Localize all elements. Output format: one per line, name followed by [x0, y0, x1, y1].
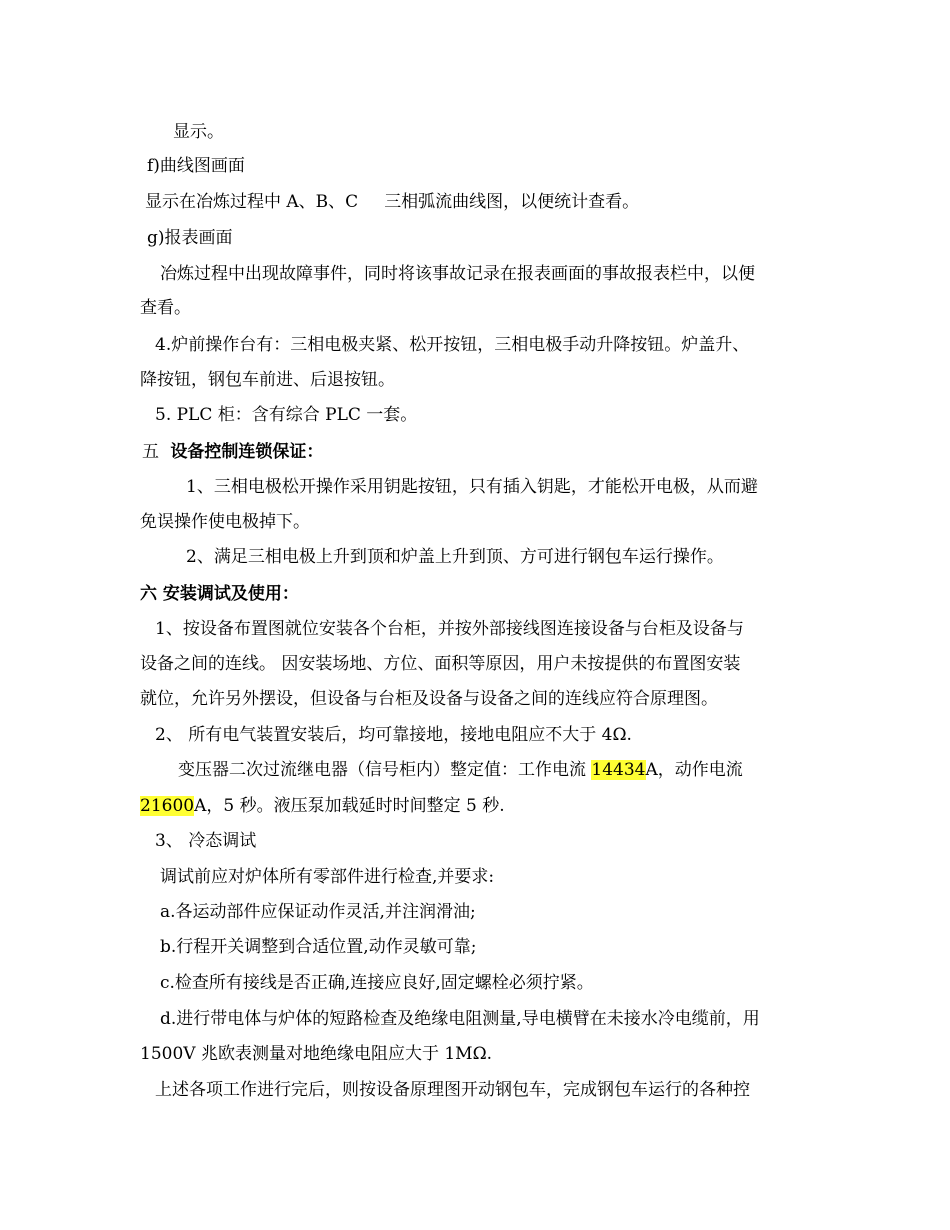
text-line-9: 5. PLC 柜：含有综合 PLC 一套。: [155, 405, 418, 425]
subheading-report-screen: g)报表画面: [147, 228, 233, 248]
text-line-25: c.检查所有接线是否正确,连接应良好,固定螺栓必须拧紧。: [160, 973, 594, 993]
section-five-title: 设备控制连锁保证：: [170, 442, 324, 462]
text-line-22: 调试前应对炉体所有零部件进行检查,并要求:: [160, 867, 495, 887]
text-line-6: 查看。: [140, 298, 191, 318]
text-line-3-part-1: 显示在冶炼过程中 A、B、C: [145, 192, 359, 212]
text-line-5: 冶炼过程中出现故障事件，同时将该事故记录在报表画面的事故报表栏中，以便: [160, 264, 755, 284]
text-line-1: 显示。: [173, 122, 224, 142]
text-line-20-suffix: A，5 秒。液压泵加载延时时间整定 5 秒.: [194, 796, 505, 816]
text-line-23: a.各运动部件应保证动作灵活,并注润滑油;: [160, 902, 476, 922]
text-line-20: [140, 795, 505, 817]
text-line-17: 就位，允许另外摆设，但设备与台柜及设备与设备之间的连线应符合原理图。: [140, 689, 718, 709]
text-line-18: 2、 所有电气装置安装后，均可靠接地，接地电阻应不大于 4Ω.: [155, 725, 632, 745]
text-line-21: 3、 冷态调试: [155, 831, 257, 851]
section-five-number: 五: [142, 442, 159, 462]
section-five-heading: [142, 441, 323, 463]
text-line-19-suffix: A，动作电流: [645, 760, 743, 780]
text-line-28: 上述各项工作进行完后，则按设备原理图开动钢包车，完成钢包车运行的各种控: [155, 1080, 750, 1100]
text-line-19-prefix: 变压器二次过流继电器（信号柜内）整定值：工作电流: [178, 760, 592, 780]
text-line-3: [145, 191, 639, 213]
section-six-heading: 六 安装调试及使用：: [140, 584, 299, 604]
text-line-13: 2、满足三相电极上升到顶和炉盖上升到顶、方可进行钢包车运行操作。: [186, 547, 724, 567]
text-line-11: 1、三相电极松开操作采用钥匙按钮，只有插入钥匙，才能松开电极，从而避: [186, 477, 758, 497]
text-line-24: b.行程开关调整到合适位置,动作灵敏可靠;: [160, 937, 477, 957]
text-line-26: d.进行带电体与炉体的短路检查及绝缘电阻测量,导电横臂在未接水冷电缆前，用: [160, 1009, 760, 1029]
text-line-8: 降按钮，钢包车前进、后退按钮。: [140, 370, 395, 390]
text-line-12: 免误操作使电极掉下。: [140, 512, 310, 532]
text-line-19: [178, 759, 743, 781]
text-line-27: 1500V 兆欧表测量对地绝缘电阻应大于 1MΩ.: [140, 1044, 493, 1064]
subheading-curve-screen: f)曲线图画面: [147, 156, 245, 176]
text-line-7: 4.炉前操作台有：三相电极夹紧、松开按钮，三相电极手动升降按钮。炉盖升、: [155, 335, 750, 355]
text-line-15: 1、按设备布置图就位安装各个台柜，并按外部接线图连接设备与台柜及设备与: [155, 619, 744, 639]
text-line-16: 设备之间的连线。 因安装场地、方位、面积等原因，用户未按提供的布置图安装: [140, 654, 741, 674]
highlighted-working-current: 14434: [591, 760, 646, 780]
highlighted-trip-current: 21600: [140, 796, 195, 816]
text-line-3-part-2: 三相弧流曲线图，以便统计查看。: [384, 192, 640, 212]
